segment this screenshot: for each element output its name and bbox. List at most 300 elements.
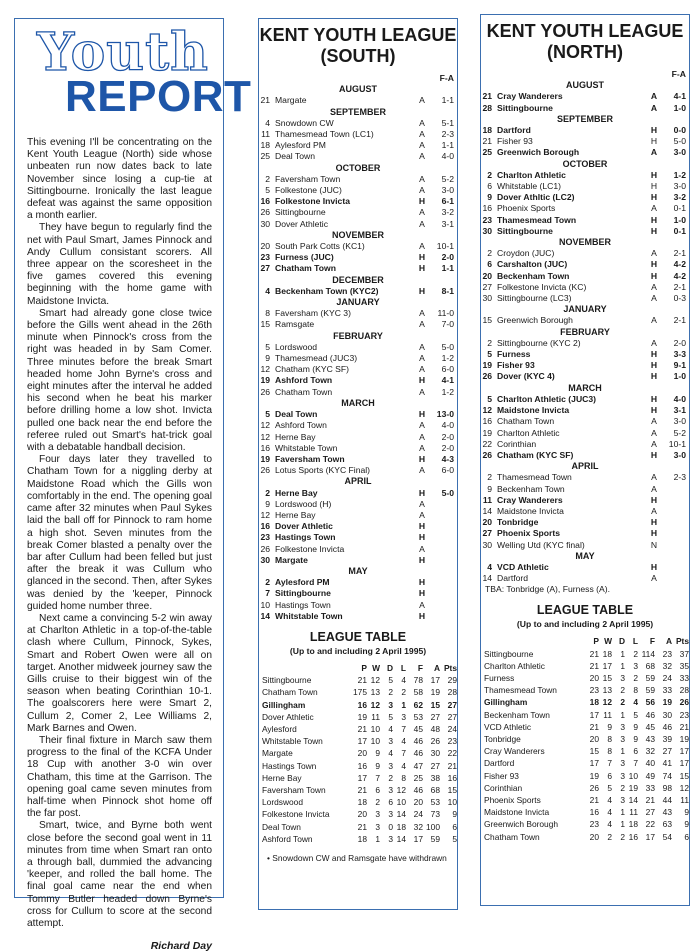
fixture-score: 10-1 <box>668 438 686 449</box>
table-row <box>481 684 689 696</box>
fixture-date: 4 <box>265 117 270 128</box>
south-title-line2: (SOUTH) <box>320 46 396 66</box>
fixture-venue: H <box>418 375 426 386</box>
fixture-venue: A <box>651 438 657 449</box>
table-cell: 14 <box>396 809 406 820</box>
fixture-row <box>259 95 457 106</box>
table-row <box>481 770 689 782</box>
fixture-venue: H <box>650 561 658 572</box>
fixture-venue: A <box>651 293 657 304</box>
fixture-date: 23 <box>260 252 270 263</box>
fixture-row <box>481 562 689 573</box>
table-cell: 13 <box>602 685 612 696</box>
table-row <box>481 709 689 721</box>
fixture-row <box>481 170 689 181</box>
fixture-opponent: Folkestone (JUC) <box>275 185 342 196</box>
fixture-score: 7-0 <box>441 319 454 330</box>
fixture-opponent: Thamesmead Town (LC1) <box>275 129 374 140</box>
fixture-row <box>481 192 689 203</box>
youth-heading: Youth <box>37 22 209 83</box>
table-cell: 29 <box>447 675 457 686</box>
fixture-row <box>481 428 689 439</box>
fixture-date: 6 <box>487 259 492 270</box>
table-row <box>259 735 457 747</box>
table-cell: 9 <box>452 809 457 820</box>
table-cell: 10 <box>370 736 380 747</box>
table-cell: 9 <box>684 807 689 818</box>
team-name: Furness <box>484 672 515 683</box>
fixture-venue: A <box>419 173 425 184</box>
fixture-date: 6 <box>487 181 492 192</box>
table-cell: 59 <box>430 833 440 844</box>
north-table-title: LEAGUE TABLE <box>536 603 634 618</box>
fixture-opponent: Cray Wanderers <box>497 91 563 102</box>
fixture-venue: H <box>650 393 658 404</box>
table-cell: 39 <box>662 733 672 744</box>
table-row <box>481 831 689 843</box>
table-cell: 45 <box>413 723 423 734</box>
fixture-row <box>259 353 457 364</box>
fixture-venue: H <box>650 371 658 382</box>
table-cell: 4 <box>607 794 612 805</box>
table-cell: 175 <box>353 687 367 698</box>
table-cell: 41 <box>662 758 672 769</box>
fixture-date: 16 <box>260 521 270 532</box>
fixture-opponent: Faversham (KYC 3) <box>275 308 351 319</box>
fixture-row <box>259 521 457 532</box>
fixture-score: 5-0 <box>673 136 686 147</box>
table-cell: 56 <box>645 697 655 708</box>
table-cell: 0 <box>388 821 393 832</box>
table-cell: 12 <box>602 697 612 708</box>
fixture-row <box>481 405 689 416</box>
fixture-date: 12 <box>260 364 270 375</box>
table-cell: 18 <box>628 819 638 830</box>
table-cell: 18 <box>357 797 367 808</box>
month-heading: OCTOBER <box>562 158 608 169</box>
month-heading: FEBRUARY <box>560 326 610 337</box>
fixture-date: 30 <box>482 225 492 236</box>
table-row <box>481 794 689 806</box>
table-cell: 20 <box>589 672 599 683</box>
fixture-date: 5 <box>265 185 270 196</box>
table-cell: 19 <box>628 782 638 793</box>
table-cell: 16 <box>628 831 638 842</box>
fixture-opponent: Ashford Town <box>275 420 327 431</box>
fixture-date: 30 <box>260 218 270 229</box>
fixture-row <box>259 488 457 499</box>
fixture-date: 19 <box>482 360 492 371</box>
fixtures-header-row <box>259 73 457 84</box>
north-table-subtitle: (Up to and including 2 April 1995) <box>516 619 654 630</box>
fixture-opponent: Thamesmead Town <box>497 214 577 225</box>
fixture-opponent: Aylesford PM <box>275 577 330 588</box>
table-cell: 27 <box>430 711 440 722</box>
fixture-date: 20 <box>482 270 492 281</box>
fixture-venue: H <box>418 409 426 420</box>
fixture-score: 1-1 <box>441 95 454 106</box>
table-row <box>259 808 457 820</box>
table-cell: 24 <box>447 723 457 734</box>
table-cell: 1 <box>620 819 625 830</box>
fixture-opponent: Dartford <box>497 125 531 136</box>
fixture-opponent: Greenwich Borough <box>497 147 580 158</box>
fixture-venue: A <box>651 281 657 292</box>
table-cell: 78 <box>413 675 423 686</box>
fixture-venue: A <box>419 386 425 397</box>
table-cell: 23 <box>447 736 457 747</box>
fixture-date: 18 <box>482 125 492 136</box>
header-spacer <box>413 73 431 84</box>
south-note-text: Snowdown CW and Ramsgate have withdrawn <box>272 853 447 863</box>
fixture-opponent: Charlton Athletic <box>497 169 566 180</box>
south-title-line1: KENT YOUTH LEAGUE <box>259 25 457 45</box>
table-row <box>481 757 689 769</box>
fixture-row <box>259 588 457 599</box>
table-cell: 3 <box>388 699 393 710</box>
table-cell: 1 <box>620 807 625 818</box>
team-name: Ashford Town <box>262 833 313 844</box>
fixture-row <box>481 125 689 136</box>
fixture-row <box>259 129 457 140</box>
table-cell: 10 <box>370 723 380 734</box>
fixture-score: 1-0 <box>673 102 686 113</box>
fixture-row <box>481 338 689 349</box>
fixture-opponent: Welling Utd (KYC final) <box>497 539 585 550</box>
fixture-score: 2-3 <box>441 129 454 140</box>
month-heading: MAY <box>348 565 368 576</box>
table-cell: 5 <box>452 833 457 844</box>
fixture-date: 14 <box>482 505 492 516</box>
column-header: A <box>665 636 672 647</box>
fixture-opponent: Folkestone Invicta <box>275 543 345 554</box>
table-row <box>259 686 457 698</box>
fixture-date: 30 <box>482 293 492 304</box>
month-heading-row <box>259 398 457 409</box>
fixture-score: 4-1 <box>673 91 686 102</box>
table-cell: 12 <box>396 784 406 795</box>
fixture-score <box>431 532 457 543</box>
table-cell: 8 <box>401 772 406 783</box>
table-cell: 33 <box>645 782 655 793</box>
fixture-score: 1-1 <box>441 140 454 151</box>
fixture-opponent: South Park Cotts (KC1) <box>275 241 365 252</box>
table-cell: 114 <box>641 648 655 659</box>
fixture-venue: H <box>650 169 658 180</box>
table-cell: 1 <box>401 699 406 710</box>
table-cell: 3 <box>388 736 393 747</box>
table-cell: 18 <box>396 821 406 832</box>
table-cell: 17 <box>357 772 367 783</box>
fixture-opponent: Beckenham Town (KYC2) <box>275 285 379 296</box>
table-cell: 15 <box>430 699 440 710</box>
north-title <box>481 15 689 63</box>
fixture-score <box>431 577 457 588</box>
fixture-opponent: Beckenham Town <box>497 270 570 281</box>
table-cell: 3 <box>375 809 380 820</box>
table-cell: 32 <box>413 821 423 832</box>
fixture-date: 23 <box>482 214 492 225</box>
fixture-date: 2 <box>487 248 492 259</box>
table-cell: 17 <box>645 831 655 842</box>
table-row <box>481 806 689 818</box>
fixture-row <box>481 416 689 427</box>
fixture-row <box>259 196 457 207</box>
fixture-opponent: Beckenham Town <box>497 483 565 494</box>
fixture-row <box>259 454 457 465</box>
table-cell: 24 <box>413 809 423 820</box>
fixture-opponent: Charlton Athletic <box>497 427 560 438</box>
table-cell: 30 <box>430 748 440 759</box>
fixture-opponent: Hastings Town <box>275 599 331 610</box>
fixture-score: 0-0 <box>673 125 686 136</box>
month-heading: DECEMBER <box>332 274 384 285</box>
fixture-date: 2 <box>265 487 270 498</box>
table-cell: 16 <box>357 760 367 771</box>
fixture-row <box>481 506 689 517</box>
fixture-score <box>663 484 689 495</box>
table-cell: 10 <box>628 770 638 781</box>
table-cell: 59 <box>645 672 655 683</box>
south-league-panel <box>258 18 458 910</box>
month-heading-row <box>259 230 457 241</box>
fixture-opponent: Thamesmead Town <box>497 472 572 483</box>
fixture-opponent: Sittingbourne <box>275 207 326 218</box>
table-cell: 22 <box>645 819 655 830</box>
column-header: A <box>433 662 440 673</box>
table-cell: 43 <box>645 733 655 744</box>
column-header: W <box>604 636 612 647</box>
fixture-row <box>481 573 689 584</box>
youth-report-body <box>15 137 223 930</box>
fixture-date: 25 <box>260 151 270 162</box>
fixture-score: 3-0 <box>673 416 686 427</box>
fixture-date: 30 <box>260 554 270 565</box>
fixture-venue: A <box>419 308 425 319</box>
fixture-venue: A <box>651 203 657 214</box>
fixture-venue: H <box>650 270 658 281</box>
table-cell: 46 <box>645 709 655 720</box>
table-cell: 4 <box>607 819 612 830</box>
table-cell: 6 <box>684 831 689 842</box>
table-cell: 15 <box>602 672 612 683</box>
fixture-venue: A <box>419 129 425 140</box>
table-cell: 11 <box>603 709 612 720</box>
fixture-row <box>259 140 457 151</box>
fixture-venue: H <box>650 360 658 371</box>
fixture-venue: A <box>419 420 425 431</box>
fixture-row <box>481 472 689 483</box>
fixture-date: 26 <box>260 543 270 554</box>
fixture-opponent: Sittingbourne (LC3) <box>497 293 572 304</box>
fixture-score <box>663 573 689 584</box>
fixture-venue: A <box>419 442 425 453</box>
column-header: F <box>649 636 655 647</box>
fixture-date: 14 <box>482 573 492 584</box>
table-cell: 4 <box>401 736 406 747</box>
fixture-score: 3-3 <box>673 349 686 360</box>
header-spacer <box>481 69 497 80</box>
fixture-opponent: Dover Athltic (LC2) <box>497 192 575 203</box>
table-cell: 7 <box>607 758 612 769</box>
table-cell: 24 <box>662 672 672 683</box>
table-row <box>259 723 457 735</box>
fixture-date: 4 <box>265 285 270 296</box>
fixture-venue: H <box>650 517 658 528</box>
table-cell: 2 <box>633 672 638 683</box>
fixture-date: 19 <box>482 427 492 438</box>
table-cell: 53 <box>413 711 423 722</box>
fixture-date: 26 <box>260 386 270 397</box>
table-row <box>259 784 457 796</box>
table-cell: 20 <box>413 797 423 808</box>
table-cell: 2 <box>620 831 625 842</box>
table-cell: 9 <box>607 721 612 732</box>
fixture-date: 5 <box>487 349 492 360</box>
table-cell: 3 <box>620 794 625 805</box>
month-heading-row <box>259 84 457 95</box>
column-header: D <box>618 636 625 647</box>
fixture-opponent: Cray Wanderers <box>497 494 563 505</box>
fixture-score: 3-1 <box>441 218 454 229</box>
fixture-row <box>259 151 457 162</box>
month-heading-row <box>481 80 689 91</box>
table-cell: 19 <box>589 770 599 781</box>
fixture-score <box>663 517 689 528</box>
table-cell: 17 <box>679 758 689 769</box>
team-name: Fisher 93 <box>484 770 519 781</box>
table-cell: 10 <box>396 797 406 808</box>
youth-report-panel <box>14 18 252 952</box>
table-cell: 21 <box>589 660 599 671</box>
fixture-row <box>481 360 689 371</box>
fixture-score: 3-0 <box>441 185 454 196</box>
fixture-score: 2-0 <box>673 337 686 348</box>
fixture-opponent: Sittingbourne (KYC 2) <box>497 337 581 348</box>
fa-header: F-A <box>439 73 454 83</box>
fixture-venue: A <box>419 241 425 252</box>
month-heading: NOVEMBER <box>558 237 611 248</box>
fixture-row <box>259 342 457 353</box>
table-cell: 46 <box>662 721 672 732</box>
fixture-row <box>259 577 457 588</box>
table-row <box>481 782 689 794</box>
team-name: Sittingbourne <box>484 648 534 659</box>
table-cell: 3 <box>388 809 393 820</box>
north-tba: TBA: Tonbridge (A), Furness (A). <box>485 584 610 595</box>
table-cell: 45 <box>645 721 655 732</box>
team-name: Deal Town <box>262 821 301 832</box>
table-cell: 9 <box>633 733 638 744</box>
fixture-opponent: Faversham Town <box>275 453 345 464</box>
report-paragraph: Next came a convincing 5-2 win away at Charlton Athletic in a top-of-the-table clash where Cullum, Pinnock, Sykes, Smart and Robert Owen were all on target. Another midweek journey saw the Gills cruise to their biggest win of the season when beating Corinthian 10-1. The goalscorers here were Smart 2, Cullum 2, Comer 2, Lee Williams 2, Mark Barnes and Owen. <box>27 612 212 734</box>
table-cell: 21 <box>645 794 655 805</box>
table-cell: 63 <box>662 819 672 830</box>
month-heading-row <box>259 275 457 286</box>
fixture-venue: H <box>650 125 658 136</box>
table-cell: 8 <box>607 746 612 757</box>
fixture-row <box>481 282 689 293</box>
fixture-venue: A <box>651 483 657 494</box>
table-cell: 9 <box>684 819 689 830</box>
table-row <box>259 833 457 845</box>
column-header: F <box>417 662 423 673</box>
fixture-date: 20 <box>260 241 270 252</box>
fixture-score <box>663 506 689 517</box>
table-cell: 8 <box>607 733 612 744</box>
fixture-date: 22 <box>482 438 492 449</box>
table-cell: 17 <box>679 746 689 757</box>
fixture-score: 2-3 <box>673 472 686 483</box>
column-header: Pts <box>675 636 689 647</box>
table-cell: 2 <box>633 648 638 659</box>
fixture-venue: H <box>418 487 426 498</box>
table-cell: 6 <box>633 746 638 757</box>
table-row <box>481 660 689 672</box>
table-cell: 35 <box>679 660 689 671</box>
table-row <box>259 796 457 808</box>
fixture-opponent: Sittingbourne <box>497 225 553 236</box>
fixture-venue: H <box>418 252 426 263</box>
table-header-row <box>481 635 689 647</box>
fixture-venue: H <box>650 449 658 460</box>
table-cell: 16 <box>589 807 599 818</box>
fixture-row <box>259 241 457 252</box>
fixture-score <box>431 611 457 622</box>
table-cell: 28 <box>447 687 457 698</box>
column-header: W <box>372 662 380 673</box>
month-heading: SEPTEMBER <box>556 113 613 124</box>
table-cell: 4 <box>633 697 638 708</box>
table-cell: 23 <box>679 709 689 720</box>
fixture-opponent: Sittingbourne <box>497 102 553 113</box>
table-cell: 18 <box>357 833 367 844</box>
table-cell: 46 <box>413 748 423 759</box>
fixtures-header-row <box>481 69 689 80</box>
fixture-date: 2 <box>265 173 270 184</box>
month-heading: MAY <box>575 550 595 561</box>
table-cell: 15 <box>447 784 457 795</box>
table-cell: 2 <box>620 782 625 793</box>
table-cell: 73 <box>430 809 440 820</box>
fixture-row <box>481 371 689 382</box>
fixture-date: 7 <box>265 588 270 599</box>
table-cell: 17 <box>357 736 367 747</box>
south-title <box>259 19 457 67</box>
team-name: Beckenham Town <box>484 709 550 720</box>
fixture-row <box>259 263 457 274</box>
fixture-date: 16 <box>260 196 270 207</box>
fixture-opponent: Margate <box>275 554 308 565</box>
fixture-row <box>481 495 689 506</box>
team-header-spacer <box>481 635 586 647</box>
table-cell: 59 <box>645 685 655 696</box>
table-row <box>259 711 457 723</box>
table-cell: 7 <box>401 723 406 734</box>
table-cell: 27 <box>447 711 457 722</box>
fixture-row <box>259 600 457 611</box>
fixture-row <box>259 174 457 185</box>
fixture-date: 12 <box>260 420 270 431</box>
table-cell: 18 <box>589 697 599 708</box>
fixture-score: 2-1 <box>673 248 686 259</box>
north-title-line1: KENT YOUTH LEAGUE <box>486 21 684 41</box>
table-cell: 4 <box>388 748 393 759</box>
fixture-venue: A <box>419 319 425 330</box>
fixture-row <box>481 181 689 192</box>
team-name: Corinthian <box>484 782 523 793</box>
fixture-date: 14 <box>260 610 270 621</box>
